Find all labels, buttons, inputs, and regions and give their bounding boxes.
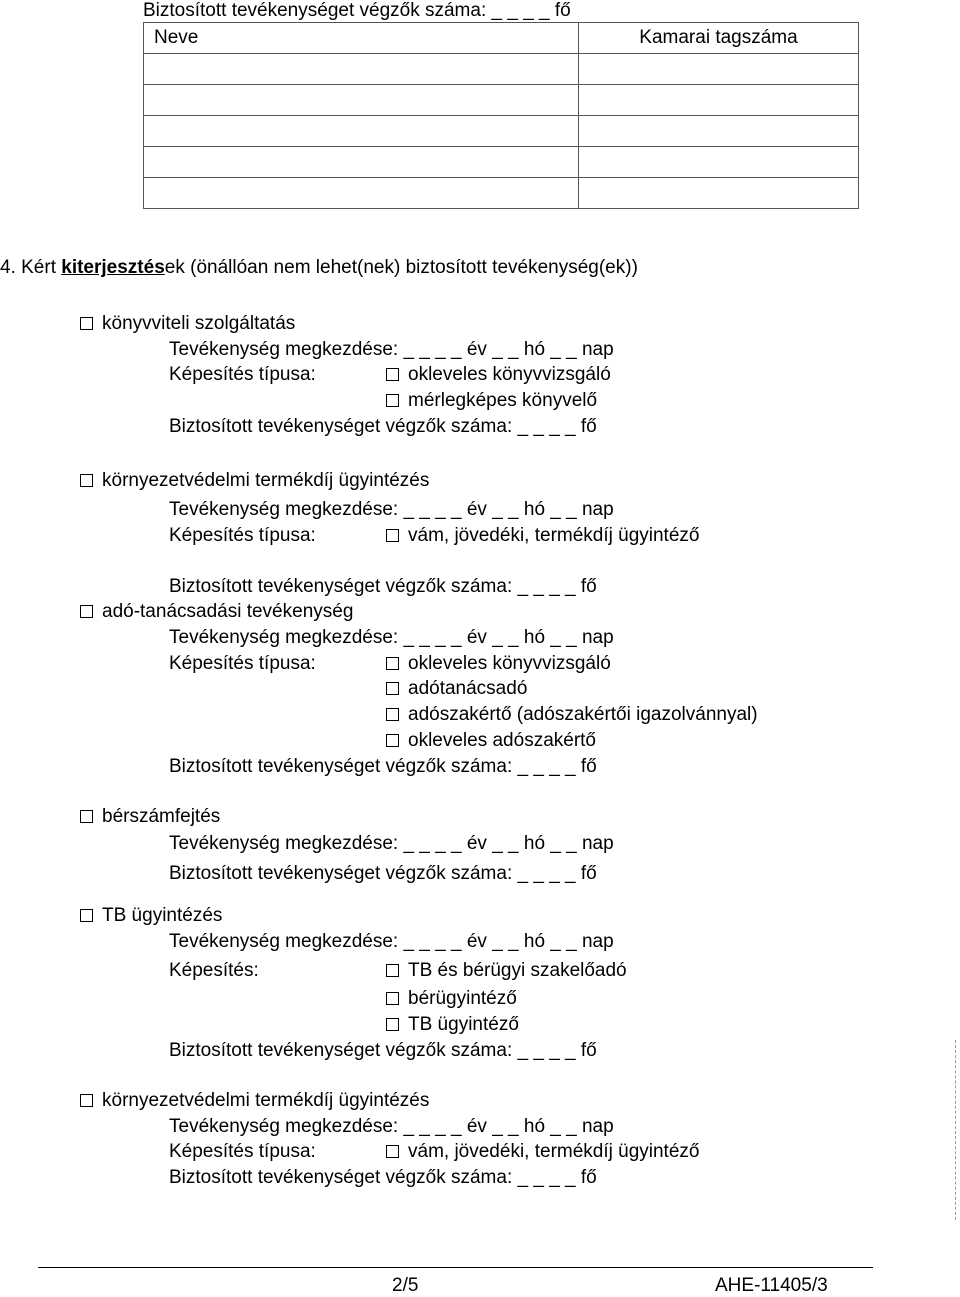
header-name: Neve <box>144 23 579 54</box>
qualification-option[interactable]: adószakértő (adószakértői igazolvánnyal) <box>386 704 758 726</box>
qualification-option[interactable]: vám, jövedéki, termékdíj ügyintéző <box>386 525 699 547</box>
start-date-line: Tevékenység megkezdése: _ _ _ _ év _ _ hó _ _ nap <box>169 931 614 952</box>
checkbox-icon[interactable] <box>386 394 399 407</box>
table-header-row <box>144 23 859 54</box>
checkbox-icon[interactable] <box>80 605 93 618</box>
footer-divider <box>38 1267 873 1268</box>
start-date-line: Tevékenység megkezdése: _ _ _ _ év _ _ hó _ _ nap <box>169 833 614 854</box>
checkbox-icon[interactable] <box>80 1094 93 1107</box>
qualification-label: Képesítés típusa: <box>169 1141 316 1162</box>
name-cell[interactable] <box>144 147 579 178</box>
name-cell[interactable] <box>144 116 579 147</box>
section-heading <box>0 257 638 279</box>
membership-cell[interactable] <box>579 178 859 209</box>
qualification-option[interactable]: TB ügyintéző <box>386 1014 519 1036</box>
start-date-line: Tevékenység megkezdése: _ _ _ _ év _ _ hó _ _ nap <box>169 627 614 648</box>
qualification-option[interactable]: adótanácsadó <box>386 678 527 700</box>
table-row <box>144 85 859 116</box>
checkbox-icon[interactable] <box>80 317 93 330</box>
cut-line-divider <box>955 1040 956 1220</box>
qualification-label: Képesítés típusa: <box>169 525 316 546</box>
block-social-security-title[interactable]: TB ügyintézés <box>80 905 222 927</box>
top-count-line: Biztosított tevékenységet végzők száma: _ _ _ _ fő <box>143 0 571 21</box>
checkbox-icon[interactable] <box>386 992 399 1005</box>
table-row <box>144 54 859 85</box>
header-membership-number: Kamarai tagszáma <box>579 23 859 54</box>
count-line: Biztosított tevékenységet végzők száma: _ _ _ _ fő <box>169 416 597 437</box>
table-row <box>144 147 859 178</box>
name-cell[interactable] <box>144 54 579 85</box>
checkbox-icon[interactable] <box>386 964 399 977</box>
qualification-option[interactable]: bérügyintéző <box>386 988 517 1010</box>
name-cell[interactable] <box>144 178 579 209</box>
checkbox-icon[interactable] <box>386 708 399 721</box>
count-line: Biztosított tevékenységet végzők száma: _ _ _ _ fő <box>169 576 597 597</box>
block-env-product-fee-title-2[interactable]: környezetvédelmi termékdíj ügyintézés <box>80 1090 429 1112</box>
heading-suffix: ek (önállóan nem lehet(nek) biztosított tevékenység(ek)) <box>164 257 638 278</box>
heading-emphasis: kiterjesztés <box>61 257 165 278</box>
checkbox-icon[interactable] <box>386 657 399 670</box>
start-date-line: Tevékenység megkezdése: _ _ _ _ év _ _ hó _ _ nap <box>169 1116 614 1137</box>
qualification-option[interactable]: TB és bérügyi szakelőadó <box>386 960 627 982</box>
start-date-line: Tevékenység megkezdése: _ _ _ _ év _ _ hó _ _ nap <box>169 339 614 360</box>
qualification-option[interactable]: okleveles könyvvizsgáló <box>386 364 611 386</box>
checkbox-icon[interactable] <box>386 1018 399 1031</box>
count-line: Biztosított tevékenységet végzők száma: _ _ _ _ fő <box>169 756 597 777</box>
count-line: Biztosított tevékenységet végzők száma: _ _ _ _ fő <box>169 863 597 884</box>
members-table <box>143 22 859 209</box>
count-line: Biztosított tevékenységet végzők száma: _ _ _ _ fő <box>169 1167 597 1188</box>
page-number: 2/5 <box>392 1275 419 1296</box>
block-env-product-fee-title[interactable]: környezetvédelmi termékdíj ügyintézés <box>80 470 429 492</box>
block-tax-advisory-title[interactable]: adó-tanácsadási tevékenység <box>80 601 353 623</box>
checkbox-icon[interactable] <box>386 682 399 695</box>
qualification-label: Képesítés típusa: <box>169 653 316 674</box>
start-date-line: Tevékenység megkezdése: _ _ _ _ év _ _ hó _ _ nap <box>169 499 614 520</box>
qualification-label: Képesítés típusa: <box>169 364 316 385</box>
qualification-option[interactable]: vám, jövedéki, termékdíj ügyintéző <box>386 1141 699 1163</box>
document-code: AHE-11405/3 <box>715 1275 828 1296</box>
qualification-label: Képesítés: <box>169 960 259 981</box>
name-cell[interactable] <box>144 85 579 116</box>
heading-prefix: 4. Kért <box>0 257 62 278</box>
checkbox-icon[interactable] <box>80 474 93 487</box>
checkbox-icon[interactable] <box>386 529 399 542</box>
table-row <box>144 178 859 209</box>
checkbox-icon[interactable] <box>80 909 93 922</box>
membership-cell[interactable] <box>579 85 859 116</box>
table-row <box>144 116 859 147</box>
checkbox-icon[interactable] <box>80 810 93 823</box>
membership-cell[interactable] <box>579 147 859 178</box>
membership-cell[interactable] <box>579 54 859 85</box>
membership-cell[interactable] <box>579 116 859 147</box>
qualification-option[interactable]: mérlegképes könyvelő <box>386 390 597 412</box>
qualification-option[interactable]: okleveles adószakértő <box>386 730 596 752</box>
checkbox-icon[interactable] <box>386 1145 399 1158</box>
checkbox-icon[interactable] <box>386 368 399 381</box>
block-payroll-title[interactable]: bérszámfejtés <box>80 806 220 828</box>
count-line: Biztosított tevékenységet végzők száma: _ _ _ _ fő <box>169 1040 597 1061</box>
block-bookkeeping-title[interactable]: könyvviteli szolgáltatás <box>80 313 295 335</box>
checkbox-icon[interactable] <box>386 734 399 747</box>
qualification-option[interactable]: okleveles könyvvizsgáló <box>386 653 611 675</box>
